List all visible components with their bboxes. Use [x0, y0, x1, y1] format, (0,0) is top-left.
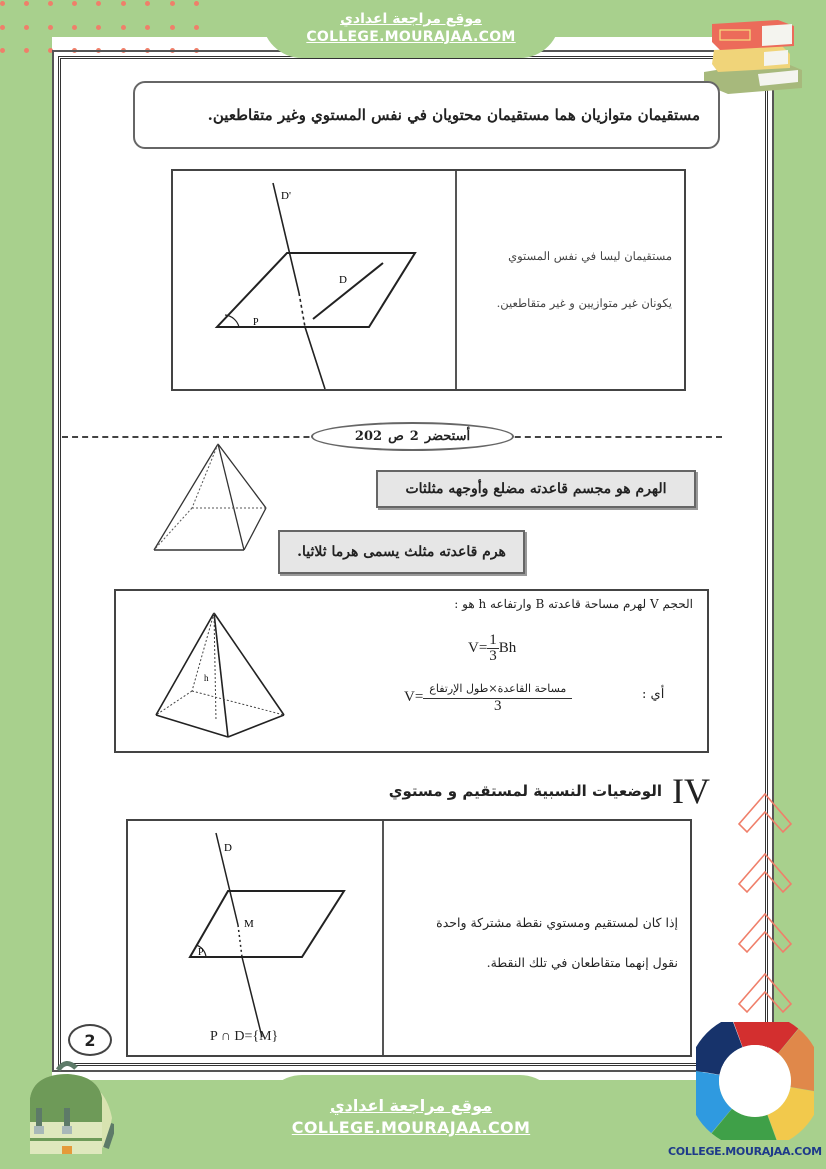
- recall-page-number: 202: [354, 429, 383, 444]
- logo-caption[interactable]: COLLEGE.MOURAJAA.COM: [668, 1145, 822, 1158]
- line-plane-diagram: [128, 821, 384, 1055]
- section-iv-title: الوضعيات النسبية لمستقيم و مستوي: [388, 782, 662, 800]
- volume-intro: الحجم V لهرم مساحة قاعدته B وارتفاعه h هو :: [454, 597, 693, 611]
- pyramid-height-diagram: [116, 591, 316, 751]
- page-number: 2: [68, 1024, 112, 1056]
- text-non-coplanar: [457, 171, 684, 389]
- volume-formula-words: [404, 681, 572, 714]
- formula-numerator: 1: [489, 632, 497, 648]
- pyramid-volume-figure: [116, 591, 316, 751]
- text-line-2: نقول إنهما متقاطعان في تلك النقطة.: [486, 955, 678, 970]
- section-iv-numeral: IV: [672, 771, 710, 811]
- section-iv-heading: [365, 772, 710, 810]
- footer-banner-url[interactable]: COLLEGE.MOURAJAA.COM: [291, 1118, 531, 1137]
- header-banner[interactable]: [262, 0, 560, 58]
- table-non-coplanar-lines: [171, 169, 686, 391]
- label-height-h: h: [204, 673, 209, 683]
- footer-banner[interactable]: [262, 1075, 560, 1169]
- alt-prefix: V=: [404, 688, 424, 705]
- footer-banner-arabic: موقع مراجعة اعدادي: [329, 1096, 493, 1115]
- formula-denominator: 3: [489, 648, 497, 664]
- pyramid-definition: الهرم هو مجسم قاعدته مضلع وأوجهه مثلثات: [376, 470, 696, 508]
- label-d: D: [339, 274, 347, 286]
- recall-number: 2: [409, 429, 419, 444]
- text-line-1: مستقيمان ليسا في نفس المستوي: [508, 249, 672, 263]
- table-line-plane-intersection: [126, 819, 692, 1057]
- label-point-m: M: [244, 918, 254, 930]
- label-plane-p: P: [198, 947, 204, 958]
- books-icon: [698, 12, 808, 94]
- label-line-d: D: [224, 842, 232, 854]
- recall-oval: [311, 422, 514, 451]
- alt-label: أي :: [642, 687, 665, 702]
- chevron-up-icon: [733, 790, 798, 1030]
- header-banner-arabic: موقع مراجعة اعدادي: [340, 11, 482, 27]
- text-line-2: يكونان غير متوازيين و غير متقاطعين.: [496, 296, 672, 310]
- recall-page-abbr: ص: [388, 429, 404, 444]
- header-banner-url[interactable]: COLLEGE.MOURAJAA.COM: [306, 29, 516, 45]
- formula-suffix: Bh: [498, 639, 517, 656]
- recall-label: أستحضر: [424, 429, 471, 444]
- backpack-icon: [14, 1058, 114, 1158]
- definition-parallel-lines: مستقيمان متوازيان هما مستقيمان محتويان في نفس المستوي وغير متقاطعين.: [133, 81, 720, 149]
- intersection-caption: P ∩ D={M}: [210, 1029, 279, 1044]
- figure-non-coplanar: [173, 171, 457, 389]
- label-plane-p: P: [253, 317, 259, 328]
- site-logo-icon: [696, 1022, 814, 1140]
- text-line-1: إذا كان لمستقيم ومستوي نقطة مشتركة واحدة: [436, 915, 678, 930]
- text-intersection: [384, 821, 690, 1055]
- alt-denominator: 3: [494, 698, 502, 714]
- pyramid-diagram: [150, 440, 270, 555]
- alt-numerator: مساحة القاعدة×طول الإرتفاع: [423, 681, 572, 699]
- label-d-prime: D': [281, 190, 291, 202]
- plane-lines-diagram: [173, 171, 457, 389]
- figure-intersection: [128, 821, 384, 1055]
- triangular-pyramid-definition: هرم قاعدته مثلث يسمى هرما ثلاثيا.: [278, 530, 525, 574]
- volume-box: [114, 589, 709, 753]
- volume-formula: [468, 633, 516, 664]
- formula-prefix: V=: [468, 639, 488, 656]
